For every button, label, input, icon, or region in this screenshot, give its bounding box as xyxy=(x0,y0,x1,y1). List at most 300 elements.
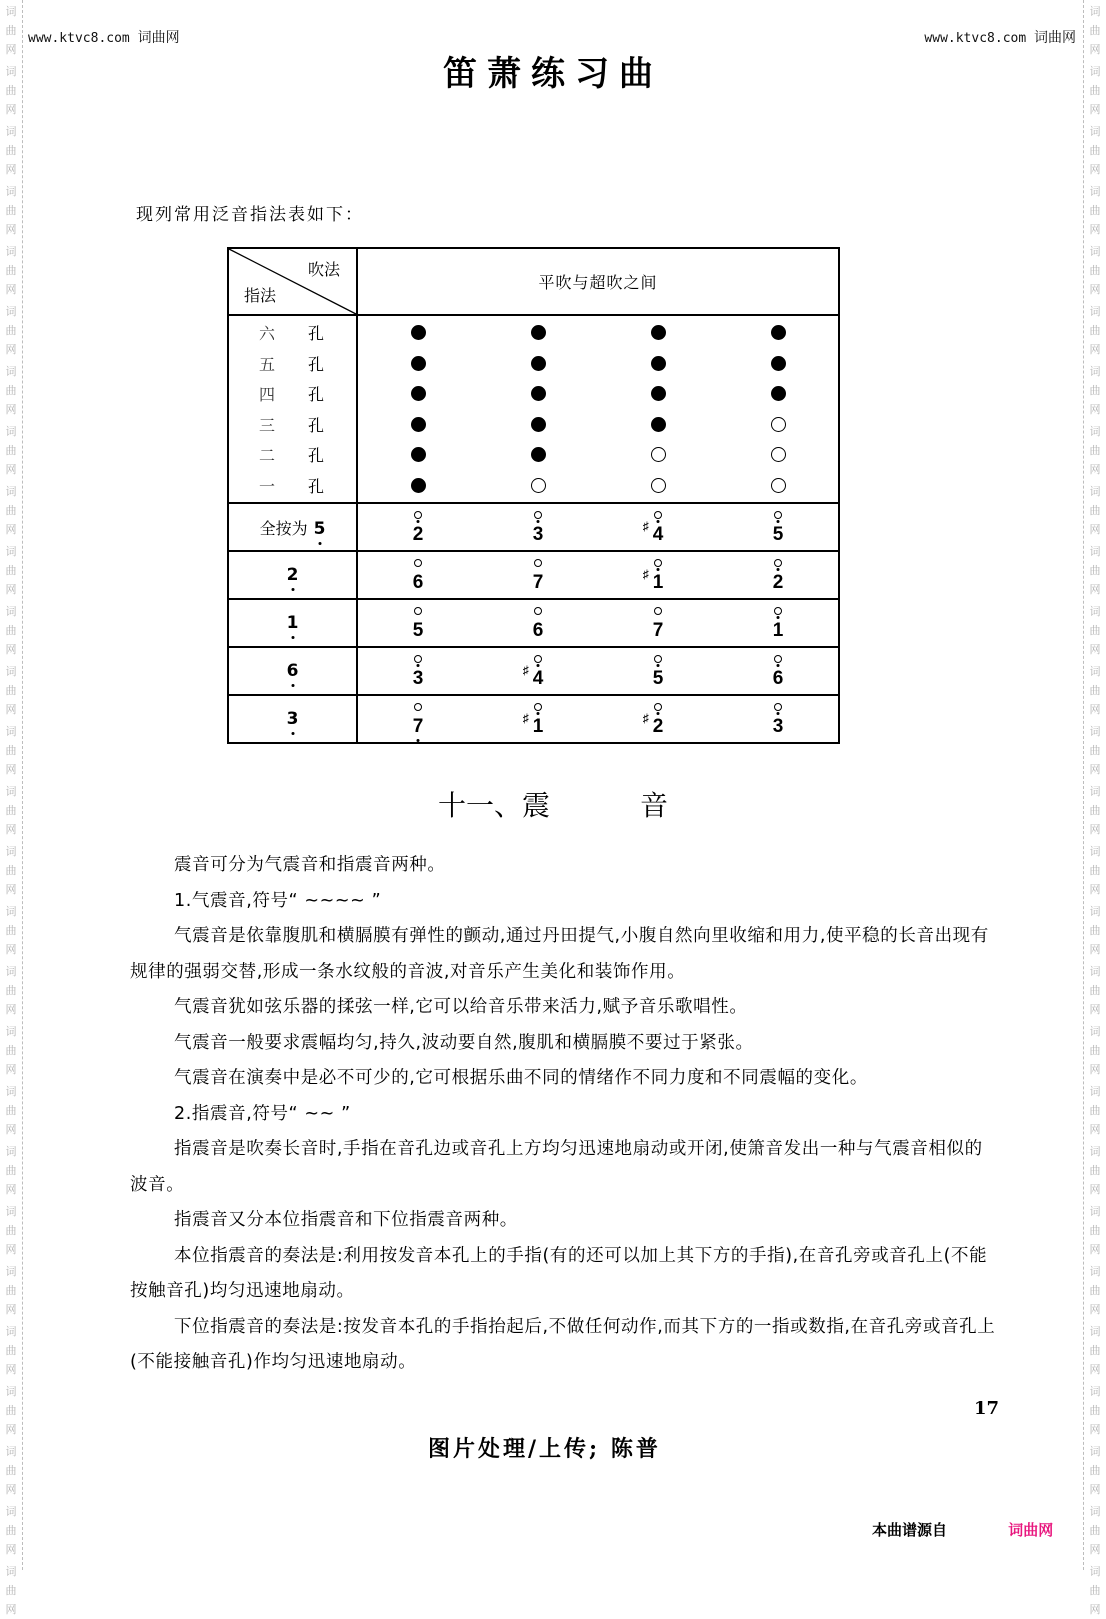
table-intro: 现列常用泛音指法表如下： xyxy=(136,205,364,225)
low-octave-dot xyxy=(291,588,294,591)
hole-number: 一 xyxy=(259,476,276,496)
hole-state-row xyxy=(358,409,838,440)
hole-label-row xyxy=(229,470,356,501)
harmonic-note xyxy=(533,607,544,640)
harmonic-circle-icon xyxy=(774,511,782,519)
upload-credit: 图片处理/上传; 陈普 xyxy=(428,1436,661,1462)
watermark-group xyxy=(1084,1502,1106,1559)
watermark-char: 词 xyxy=(1089,1265,1101,1278)
watermark-char: 曲 xyxy=(5,1044,17,1057)
watermark-char: 曲 xyxy=(5,1224,17,1237)
closed-hole-icon xyxy=(411,386,426,401)
watermark-char: 曲 xyxy=(5,984,17,997)
note-digit: 6 xyxy=(412,571,424,593)
harmonic-note xyxy=(413,559,424,592)
watermark-group xyxy=(1084,122,1106,179)
paragraph: 下位指震音的奏法是:按发音本孔的手指抬起后,不做任何动作,而其下方的一指或数指,在音孔旁或音孔上(不能接触音孔)作均匀迅速地扇动。 xyxy=(130,1316,996,1372)
key-note xyxy=(314,519,326,539)
open-hole-icon xyxy=(771,447,786,462)
watermark-char: 曲 xyxy=(1089,684,1101,697)
watermark-char: 曲 xyxy=(1089,1104,1101,1117)
watermark-group xyxy=(1084,1442,1106,1499)
key-note xyxy=(287,613,299,633)
watermark-char: 词 xyxy=(1089,905,1101,918)
watermark-group xyxy=(0,1382,22,1439)
watermark-char: 词 xyxy=(5,5,17,18)
watermark-char: 网 xyxy=(5,1003,17,1016)
watermark-char: 网 xyxy=(5,1123,17,1136)
key-row xyxy=(228,599,839,647)
watermark-group xyxy=(1084,542,1106,599)
harmonic-circle-icon xyxy=(774,655,782,663)
site-name: 词曲网 xyxy=(1034,30,1076,46)
watermark-char: 词 xyxy=(1089,485,1101,498)
watermark-char: 曲 xyxy=(1089,24,1101,37)
source-brand-link[interactable]: 词曲网 xyxy=(1008,1521,1054,1539)
watermark-group xyxy=(1084,902,1106,959)
watermark-group xyxy=(0,722,22,779)
harmonic-circle-icon xyxy=(534,703,542,711)
watermark-char: 网 xyxy=(5,583,17,596)
watermark-group xyxy=(1084,182,1106,239)
closed-hole-icon xyxy=(771,386,786,401)
hole-suffix: 孔 xyxy=(307,385,324,405)
watermark-char: 曲 xyxy=(5,1284,17,1297)
closed-hole-icon xyxy=(771,356,786,371)
high-octave-dot xyxy=(536,520,539,523)
watermark-char: 词 xyxy=(5,1085,17,1098)
watermark-char: 曲 xyxy=(1089,924,1101,937)
site-name: 词曲网 xyxy=(137,30,180,46)
watermark-group xyxy=(0,422,22,479)
watermark-char: 网 xyxy=(5,1603,17,1616)
watermark-char: 网 xyxy=(1089,883,1101,896)
watermark-char: 词 xyxy=(5,1565,17,1578)
paragraph: 气震音犹如弦乐器的揉弦一样,它可以给音乐带来活力,赋予音乐歌唱性。 xyxy=(174,997,748,1017)
watermark-char: 曲 xyxy=(1089,1344,1101,1357)
watermark-group xyxy=(1084,602,1106,659)
note-digit: 1 xyxy=(652,571,664,593)
watermark-char: 曲 xyxy=(1089,744,1101,757)
watermark-char: 词 xyxy=(1089,845,1101,858)
corner-top-label: 吹法 xyxy=(307,260,340,279)
watermark-group xyxy=(1084,242,1106,299)
watermark-char: 曲 xyxy=(1089,264,1101,277)
watermark-char: 词 xyxy=(1089,965,1101,978)
watermark-char: 词 xyxy=(5,1385,17,1398)
watermark-group xyxy=(0,1442,22,1499)
watermark-char: 曲 xyxy=(5,384,17,397)
hole-labels-cell xyxy=(228,315,357,503)
hole-label xyxy=(229,474,356,497)
harmonic-circle-icon xyxy=(414,703,422,711)
watermark-char: 曲 xyxy=(1089,84,1101,97)
watermark-group xyxy=(1084,482,1106,539)
watermark-char: 曲 xyxy=(5,504,17,517)
watermark-char: 曲 xyxy=(1089,564,1101,577)
watermark-group xyxy=(0,1082,22,1139)
watermark-char: 曲 xyxy=(5,1104,17,1117)
harmonic-circle-icon xyxy=(414,655,422,663)
watermark-group xyxy=(0,302,22,359)
harmonic-circle-icon xyxy=(654,511,662,519)
high-octave-dot xyxy=(776,520,779,523)
watermark-group xyxy=(0,962,22,1019)
watermark-group xyxy=(0,1202,22,1259)
watermark-char: 网 xyxy=(5,523,17,536)
note-digit: 4 xyxy=(652,523,664,545)
page-number: 17 xyxy=(974,1398,1000,1419)
watermark-char: 曲 xyxy=(5,1164,17,1177)
watermark-char: 曲 xyxy=(1089,144,1101,157)
hole-label-row xyxy=(229,379,356,410)
closed-hole-icon xyxy=(771,325,786,340)
watermark-char: 词 xyxy=(1089,1565,1101,1578)
source-label: 本曲谱源自 xyxy=(872,1521,948,1539)
closed-hole-icon xyxy=(411,447,426,462)
watermark-char: 网 xyxy=(1089,403,1101,416)
note-digit: 3 xyxy=(532,523,544,545)
watermark-char: 词 xyxy=(5,185,17,198)
watermark-char: 曲 xyxy=(1089,384,1101,397)
watermark-char: 网 xyxy=(1089,823,1101,836)
watermark-char: 曲 xyxy=(1089,804,1101,817)
watermark-char: 词 xyxy=(1089,5,1101,18)
watermark-group xyxy=(0,122,22,179)
watermark-char: 曲 xyxy=(1089,204,1101,217)
watermark-char: 网 xyxy=(5,1483,17,1496)
watermark-group xyxy=(1084,1322,1106,1379)
watermark-char: 词 xyxy=(5,665,17,678)
harmonic-note xyxy=(773,655,784,688)
open-hole-icon xyxy=(531,478,546,493)
closed-hole-icon xyxy=(411,356,426,371)
paragraph: 气震音一般要求震幅均匀,持久,波动要自然,腹肌和横膈膜不要过于紧张。 xyxy=(174,1032,754,1053)
watermark-group xyxy=(0,1502,22,1559)
hole-label-row xyxy=(229,318,356,349)
watermark-char: 网 xyxy=(5,223,17,236)
watermark-group xyxy=(1084,1562,1106,1619)
harmonic-note xyxy=(773,703,784,736)
high-octave-dot xyxy=(776,568,779,571)
watermark-char: 网 xyxy=(1089,1123,1101,1136)
site-tag-right xyxy=(924,27,1076,47)
note-digit: 4 xyxy=(532,667,544,689)
paragraph: 2.指震音,符号“ ~~ ” xyxy=(174,1103,351,1124)
watermark-char: 网 xyxy=(5,943,17,956)
harmonic-note xyxy=(522,703,544,737)
watermark-char: 词 xyxy=(5,725,17,738)
watermark-group xyxy=(0,482,22,539)
watermark-char: 网 xyxy=(5,1543,17,1556)
watermark-group xyxy=(0,902,22,959)
watermark-group xyxy=(0,1022,22,1079)
watermark-group xyxy=(1084,662,1106,719)
watermark-char: 词 xyxy=(5,1025,17,1038)
harmonic-circle-icon xyxy=(654,703,662,711)
watermark-char: 网 xyxy=(5,1243,17,1256)
paragraph: 1.气震音,符号“ ~~~~ ” xyxy=(174,890,382,911)
high-octave-dot xyxy=(416,520,419,523)
watermark-char: 网 xyxy=(5,703,17,716)
watermark-group xyxy=(1084,1082,1106,1139)
high-octave-dot xyxy=(536,664,539,667)
hole-number: 五 xyxy=(259,354,276,374)
hole-label-row xyxy=(229,409,356,440)
watermark-char: 网 xyxy=(5,1303,17,1316)
watermark-char: 词 xyxy=(1089,1325,1101,1338)
harmonic-notes-cell xyxy=(357,695,839,743)
hole-state-row xyxy=(358,470,838,501)
watermark-char: 词 xyxy=(5,245,17,258)
body-text xyxy=(130,848,996,1381)
watermark-char: 曲 xyxy=(5,924,17,937)
watermark-char: 网 xyxy=(5,43,17,56)
open-hole-icon xyxy=(651,478,666,493)
watermark-char: 网 xyxy=(5,103,17,116)
watermark-char: 网 xyxy=(5,883,17,896)
harmonic-note xyxy=(522,655,544,689)
watermark-char: 词 xyxy=(5,1205,17,1218)
watermark-char: 词 xyxy=(1089,365,1101,378)
watermark-char: 网 xyxy=(1089,1483,1101,1496)
low-octave-dot xyxy=(291,684,294,687)
paragraph: 气震音是依靠腹肌和横膈膜有弹性的颤动,通过丹田提气,小腹自然向里收缩和用力,使平稳的长音出现有规律的强弱交替,形成一条水纹般的音波,对音乐产生美化和装饰作用。 xyxy=(130,926,989,982)
watermark-char: 网 xyxy=(1089,643,1101,656)
hole-state-row xyxy=(358,440,838,471)
closed-hole-icon xyxy=(651,356,666,371)
key-row xyxy=(228,647,839,695)
hole-state-row xyxy=(358,379,838,410)
hole-state-row xyxy=(358,318,838,349)
watermark-char: 网 xyxy=(1089,1243,1101,1256)
watermark-char: 曲 xyxy=(5,744,17,757)
hole-label xyxy=(229,443,356,466)
watermark-char: 词 xyxy=(1089,725,1101,738)
high-octave-dot xyxy=(776,712,779,715)
watermark-char: 词 xyxy=(5,545,17,558)
low-octave-dot xyxy=(291,732,294,735)
hole-suffix: 孔 xyxy=(307,476,324,496)
watermark-char: 网 xyxy=(1089,1603,1101,1616)
watermark-char: 词 xyxy=(1089,185,1101,198)
hole-suffix: 孔 xyxy=(307,415,324,435)
closed-hole-icon xyxy=(531,447,546,462)
note-digit: 1 xyxy=(772,619,784,641)
note-digit: 2 xyxy=(412,523,424,545)
harmonic-note xyxy=(653,607,664,640)
watermark-char: 网 xyxy=(1089,943,1101,956)
watermark-group xyxy=(1084,422,1106,479)
paragraph: 气震音在演奏中是必不可少的,它可根据乐曲不同的情绪作不同力度和不同震幅的变化。 xyxy=(174,1068,868,1088)
low-octave-dot xyxy=(291,636,294,639)
note-digit: 1 xyxy=(532,715,544,737)
watermark-char: 曲 xyxy=(1089,1524,1101,1537)
watermark-char: 曲 xyxy=(5,864,17,877)
watermark-char: 词 xyxy=(1089,245,1101,258)
harmonic-circle-icon xyxy=(414,511,422,519)
paragraph: 指震音又分本位指震音和下位指震音两种。 xyxy=(174,1210,518,1230)
page-title: 笛萧练习曲 xyxy=(443,54,663,94)
watermark-char: 网 xyxy=(1089,523,1101,536)
watermark-char: 曲 xyxy=(5,24,17,37)
harmonic-circle-icon xyxy=(534,559,542,567)
harmonic-note xyxy=(642,703,664,737)
watermark-char: 词 xyxy=(5,1325,17,1338)
watermark-char: 网 xyxy=(5,1063,17,1076)
closed-hole-icon xyxy=(651,417,666,432)
watermark-char: 曲 xyxy=(1089,1464,1101,1477)
watermark-char: 曲 xyxy=(1089,444,1101,457)
watermark-group xyxy=(1084,1262,1106,1319)
watermark-char: 网 xyxy=(1089,43,1101,56)
watermark-char: 词 xyxy=(1089,425,1101,438)
closed-hole-icon xyxy=(411,478,426,493)
harmonic-circle-icon xyxy=(774,607,782,615)
watermark-char: 网 xyxy=(5,763,17,776)
sharp-icon: ♯ xyxy=(642,566,649,581)
watermark-char: 词 xyxy=(5,1505,17,1518)
watermark-group xyxy=(1084,782,1106,839)
high-octave-dot xyxy=(656,664,659,667)
section-title xyxy=(438,784,668,824)
key-note xyxy=(287,661,299,681)
watermark-char: 曲 xyxy=(1089,1284,1101,1297)
watermark-char: 词 xyxy=(1089,665,1101,678)
watermark-group xyxy=(0,662,22,719)
hole-states-cell xyxy=(357,315,839,503)
section-title-part-a: 十一、震 xyxy=(438,789,551,822)
hole-number: 四 xyxy=(259,385,276,405)
key-note-digit: 1 xyxy=(286,613,299,633)
watermark-group xyxy=(1084,302,1106,359)
note-digit: 3 xyxy=(412,667,424,689)
key-note-digit: 3 xyxy=(286,709,299,729)
watermark-char: 网 xyxy=(1089,343,1101,356)
watermark-group xyxy=(1084,722,1106,779)
key-row-header xyxy=(228,599,357,647)
key-row-header xyxy=(228,695,357,743)
watermark-group xyxy=(0,362,22,419)
key-row xyxy=(228,695,839,743)
key-note-digit: 6 xyxy=(286,661,299,681)
harmonic-note xyxy=(413,703,424,736)
watermark-char: 词 xyxy=(1089,1505,1101,1518)
harmonic-note xyxy=(773,559,784,592)
closed-hole-icon xyxy=(531,325,546,340)
harmonic-circle-icon xyxy=(534,511,542,519)
closed-hole-icon xyxy=(651,325,666,340)
note-digit: 7 xyxy=(652,619,664,641)
harmonic-circle-icon xyxy=(774,559,782,567)
watermark-char: 词 xyxy=(5,605,17,618)
harmonic-notes-cell xyxy=(357,503,839,551)
high-octave-dot xyxy=(776,664,779,667)
closed-hole-icon xyxy=(411,325,426,340)
watermark-char: 网 xyxy=(1089,1063,1101,1076)
watermark-char: 曲 xyxy=(1089,1584,1101,1597)
harmonic-notes-cell xyxy=(357,647,839,695)
watermark-char: 曲 xyxy=(5,684,17,697)
watermark-char: 网 xyxy=(5,823,17,836)
watermark-char: 词 xyxy=(5,1265,17,1278)
watermark-char: 曲 xyxy=(1089,1164,1101,1177)
watermark-char: 曲 xyxy=(5,804,17,817)
harmonic-circle-icon xyxy=(654,607,662,615)
closed-hole-icon xyxy=(531,386,546,401)
watermark-char: 词 xyxy=(5,485,17,498)
watermark-char: 词 xyxy=(1089,1145,1101,1158)
key-row-header xyxy=(228,647,357,695)
key-note-digit: 5 xyxy=(313,518,326,539)
watermark-char: 网 xyxy=(1089,463,1101,476)
watermark-group xyxy=(0,1562,22,1619)
watermark-group xyxy=(0,182,22,239)
watermark-char: 网 xyxy=(1089,103,1101,116)
watermark-char: 网 xyxy=(5,163,17,176)
watermark-char: 网 xyxy=(1089,763,1101,776)
note-digit: 2 xyxy=(652,715,664,737)
watermark-char: 词 xyxy=(5,65,17,78)
harmonic-note xyxy=(773,607,784,640)
hole-state-row xyxy=(358,348,838,379)
watermark-char: 词 xyxy=(5,125,17,138)
high-octave-dot xyxy=(416,664,419,667)
hole-label xyxy=(229,382,356,405)
harmonic-circle-icon xyxy=(774,703,782,711)
source-footer xyxy=(872,1519,1053,1540)
watermark-char: 曲 xyxy=(1089,864,1101,877)
watermark-char: 曲 xyxy=(5,204,17,217)
watermark-group xyxy=(1084,1202,1106,1259)
fingering-table xyxy=(227,247,840,744)
paragraph: 本位指震音的奏法是:利用按发音本孔上的手指(有的还可以加上其下方的手指),在音孔旁或音孔上(不能按触音孔)均匀迅速地扇动。 xyxy=(130,1245,988,1301)
harmonic-note xyxy=(533,559,544,592)
harmonic-note xyxy=(642,559,664,593)
hole-number: 二 xyxy=(259,446,276,466)
watermark-char: 词 xyxy=(1089,605,1101,618)
watermark-char: 网 xyxy=(1089,1303,1101,1316)
watermark-char: 词 xyxy=(1089,1025,1101,1038)
watermark-char: 词 xyxy=(5,1445,17,1458)
harmonic-note xyxy=(413,511,424,544)
watermark-char: 曲 xyxy=(5,84,17,97)
watermark-strip-right xyxy=(1083,0,1106,1616)
high-octave-dot xyxy=(536,712,539,715)
note-digit: 5 xyxy=(772,523,784,545)
harmonic-note xyxy=(773,511,784,544)
paragraph: 震音可分为气震音和指震音两种。 xyxy=(174,855,446,875)
watermark-char: 网 xyxy=(5,283,17,296)
watermark-char: 词 xyxy=(5,965,17,978)
watermark-char: 网 xyxy=(1089,583,1101,596)
open-hole-icon xyxy=(771,478,786,493)
harmonic-circle-icon xyxy=(534,607,542,615)
note-digit: 5 xyxy=(412,619,424,641)
watermark-char: 曲 xyxy=(5,1464,17,1477)
watermark-char: 网 xyxy=(1089,703,1101,716)
hole-label xyxy=(229,352,356,375)
watermark-char: 曲 xyxy=(5,1344,17,1357)
key-row xyxy=(228,503,839,551)
watermark-char: 词 xyxy=(1089,545,1101,558)
closed-hole-icon xyxy=(411,417,426,432)
watermark-char: 曲 xyxy=(5,144,17,157)
watermark-char: 网 xyxy=(5,403,17,416)
watermark-char: 网 xyxy=(1089,1543,1101,1556)
watermark-group xyxy=(1084,842,1106,899)
hole-suffix: 孔 xyxy=(307,446,324,466)
